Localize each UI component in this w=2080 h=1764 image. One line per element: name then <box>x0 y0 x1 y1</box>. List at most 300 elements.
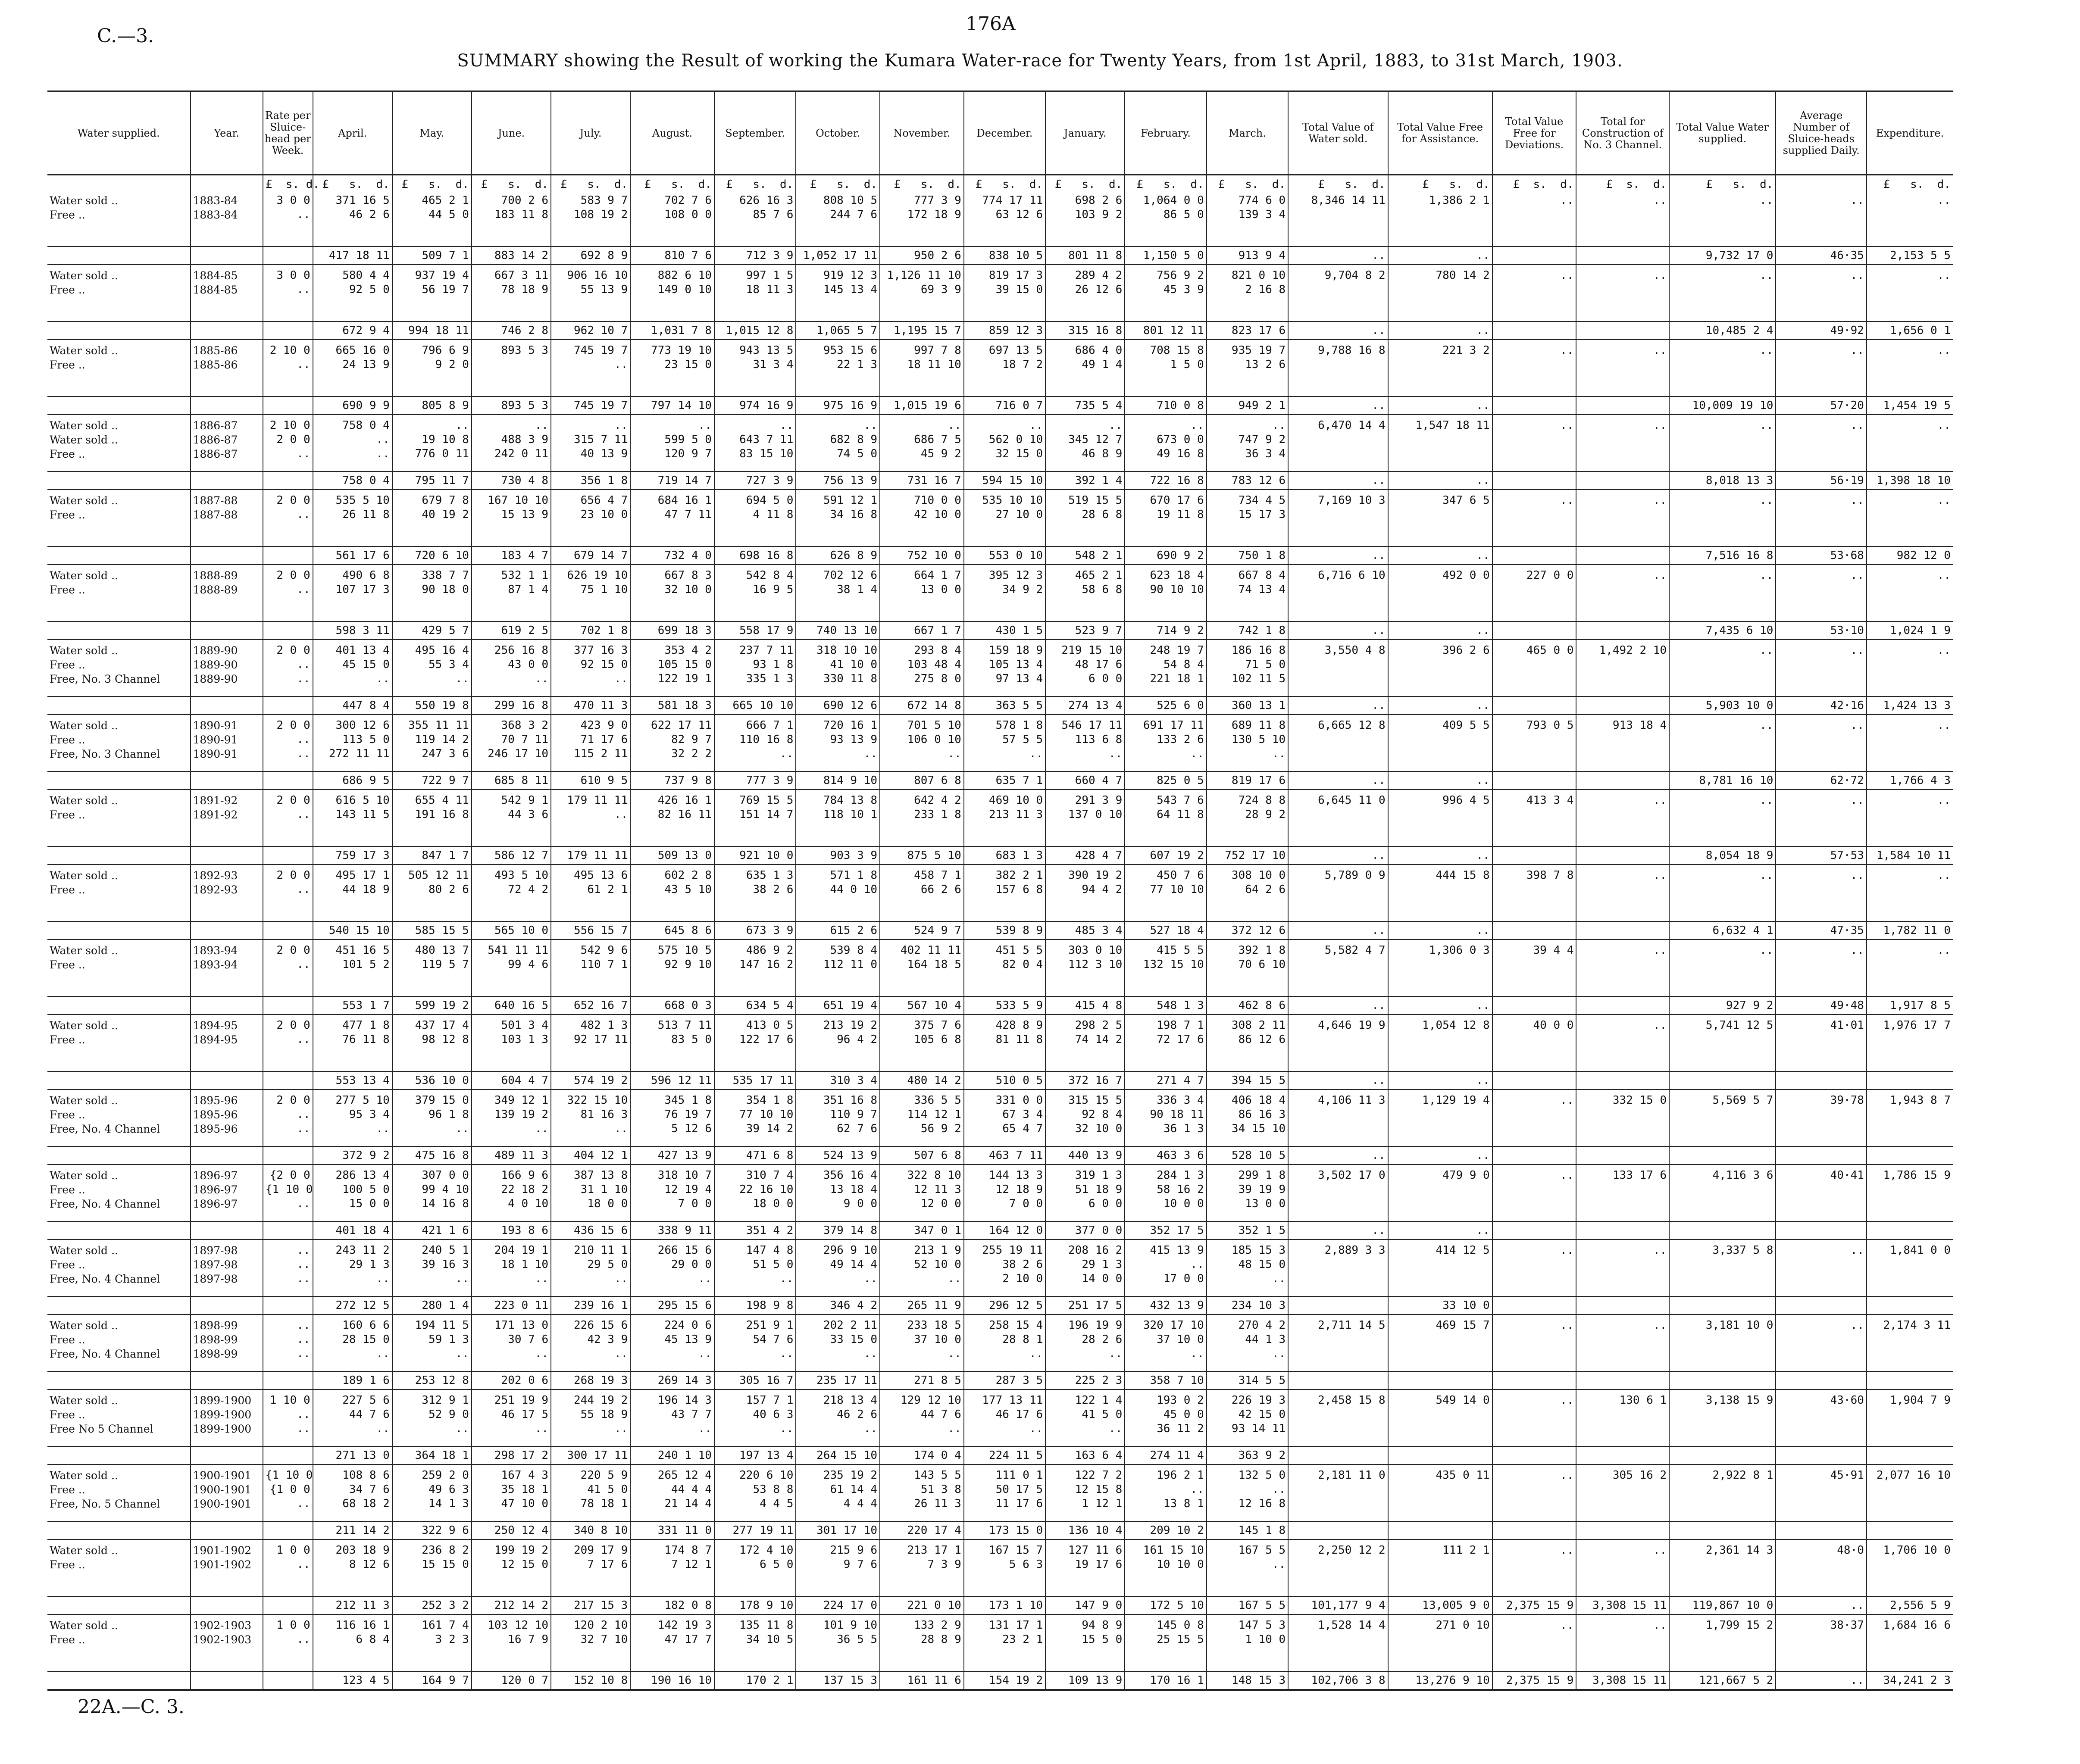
summary-total-cell <box>1492 546 1576 565</box>
unit-cell: £ s. d. <box>1207 175 1288 190</box>
unit-cell: £ s. d. <box>1388 175 1492 190</box>
month-value-cell: 213 17 1 7 3 9 <box>880 1539 964 1596</box>
month-value-cell: 580 4 4 92 5 0 <box>313 265 392 322</box>
total-value-cell: 996 4 5 <box>1388 790 1492 846</box>
month-total-cell: 913 9 4 <box>1207 247 1288 265</box>
month-value-cell: 196 19 9 28 2 6 .. <box>1045 1314 1125 1371</box>
total-value-cell: .. <box>1867 565 1953 621</box>
column-header: Rate per Sluice-head per Week. <box>263 91 313 175</box>
summary-total-cell <box>1576 546 1669 565</box>
month-value-cell: 147 5 3 1 10 0 <box>1207 1614 1288 1671</box>
month-value-cell: 122 1 4 41 5 0 .. <box>1045 1389 1125 1446</box>
total-value-cell: 133 17 6 <box>1576 1165 1669 1221</box>
unit-cell: £ s. d. <box>1125 175 1206 190</box>
month-total-cell: 167 5 5 <box>1207 1596 1288 1614</box>
rate-cell: 2 0 0 .. <box>263 790 313 846</box>
month-total-cell: 268 19 3 <box>551 1371 630 1389</box>
monthly-total-row <box>47 696 1953 715</box>
month-total-cell: 136 10 4 <box>1045 1521 1125 1539</box>
month-total-cell: 310 3 4 <box>796 1071 880 1090</box>
total-value-cell: .. <box>1776 1239 1866 1296</box>
month-total-cell: 265 11 9 <box>880 1296 964 1314</box>
blank-cell <box>263 1596 313 1614</box>
summary-total-cell: 13,005 9 0 <box>1388 1596 1492 1614</box>
monthly-total-row <box>47 247 1953 265</box>
water-supplied-cell: Water sold .. Free .. Free, No. 4 Channel <box>50 1244 160 1285</box>
month-value-cell: 199 19 2 12 15 0 <box>472 1539 551 1596</box>
year-cell: 1892-93 1892-93 <box>191 865 263 921</box>
month-value-cell: 210 11 1 29 5 0 .. <box>551 1239 630 1296</box>
month-value-cell: 532 1 1 87 1 4 <box>472 565 551 621</box>
water-supplied-cell: Water sold .. Free .. Free, No. 4 Channel <box>50 1094 160 1135</box>
total-value-cell: 3,181 10 0 <box>1669 1314 1776 1371</box>
month-value-cell: 495 16 4 55 3 4 .. <box>392 640 472 696</box>
month-value-cell: 413 0 5 122 17 6 <box>714 1015 796 1071</box>
month-value-cell: 237 7 11 93 1 8 335 1 3 <box>714 640 796 696</box>
month-value-cell: 700 2 6 183 11 8 <box>472 190 551 247</box>
month-value-cell: .. 686 7 5 45 9 2 <box>880 415 964 471</box>
blank-cell <box>47 1371 191 1389</box>
total-value-cell: .. <box>1776 865 1866 921</box>
summary-total-cell <box>1576 397 1669 415</box>
summary-total-cell <box>1492 1221 1576 1239</box>
total-value-cell: 5,741 12 5 <box>1669 1015 1776 1071</box>
total-value-cell: 1,386 2 1 <box>1388 190 1492 247</box>
month-value-cell: 734 4 5 15 17 3 <box>1207 490 1288 546</box>
month-total-cell: 535 17 11 <box>714 1071 796 1090</box>
month-total-cell: 352 17 5 <box>1125 1221 1206 1239</box>
summary-total-cell: 8,018 13 3 <box>1669 471 1776 490</box>
month-value-cell: 882 6 10 149 0 10 <box>630 265 714 322</box>
summary-total-cell: 34,241 2 3 <box>1867 1671 1953 1690</box>
month-value-cell: 535 10 10 27 10 0 <box>964 490 1045 546</box>
blank-cell <box>263 546 313 565</box>
month-total-cell: 777 3 9 <box>714 771 796 790</box>
month-value-cell: 375 7 6 105 6 8 <box>880 1015 964 1071</box>
month-value-cell: 256 16 8 43 0 0 .. <box>472 640 551 696</box>
year-block-row <box>47 1389 1953 1446</box>
month-total-cell: 727 3 9 <box>714 471 796 490</box>
month-value-cell: 495 13 6 61 2 1 <box>551 865 630 921</box>
year-cell: 1884-85 1884-85 <box>191 265 263 322</box>
total-value-cell: 3,502 17 0 <box>1288 1165 1388 1221</box>
total-value-cell: .. <box>1867 715 1953 771</box>
total-value-cell: .. <box>1867 490 1953 546</box>
month-total-cell: 271 8 5 <box>880 1371 964 1389</box>
blank-cell <box>191 621 263 640</box>
summary-total-cell: .. <box>1388 322 1492 340</box>
month-total-cell: 145 1 8 <box>1207 1521 1288 1539</box>
month-total-cell: 392 1 4 <box>1045 471 1125 490</box>
column-header: February. <box>1125 91 1206 175</box>
month-total-cell: 172 5 10 <box>1125 1596 1206 1614</box>
month-value-cell: 519 15 5 28 6 8 <box>1045 490 1125 546</box>
month-total-cell: 883 14 2 <box>472 247 551 265</box>
month-total-cell: 300 17 11 <box>551 1446 630 1464</box>
blank-cell <box>47 621 191 640</box>
month-total-cell: 672 9 4 <box>313 322 392 340</box>
month-value-cell: 541 11 11 99 4 6 <box>472 940 551 996</box>
month-total-cell: 198 9 8 <box>714 1296 796 1314</box>
year-block-row <box>47 265 1953 322</box>
total-value-cell: 1,841 0 0 <box>1867 1239 1953 1296</box>
month-total-cell: 652 16 7 <box>551 996 630 1015</box>
month-value-cell: 701 5 10 106 0 10 .. <box>880 715 964 771</box>
month-total-cell: 251 17 5 <box>1045 1296 1125 1314</box>
month-total-cell: 615 2 6 <box>796 921 880 940</box>
month-value-cell: 437 17 4 98 12 8 <box>392 1015 472 1071</box>
summary-total-cell: 3,308 15 11 <box>1576 1596 1669 1614</box>
column-header: September. <box>714 91 796 175</box>
column-header: August. <box>630 91 714 175</box>
summary-total-cell: 1,656 0 1 <box>1867 322 1953 340</box>
summary-total-cell <box>1776 1296 1866 1314</box>
month-total-cell: 565 10 0 <box>472 921 551 940</box>
summary-total-cell <box>1776 1146 1866 1165</box>
summary-total-cell: .. <box>1388 696 1492 715</box>
monthly-total-row <box>47 471 1953 490</box>
summary-total-cell: .. <box>1388 771 1492 790</box>
total-value-cell: 4,106 11 3 <box>1288 1090 1388 1146</box>
total-value-cell: 1,306 0 3 <box>1388 940 1492 996</box>
month-total-cell: 859 12 3 <box>964 322 1045 340</box>
month-total-cell: 507 6 8 <box>880 1146 964 1165</box>
month-value-cell: 143 5 5 51 3 8 26 11 3 <box>880 1464 964 1521</box>
month-total-cell: 152 10 8 <box>551 1671 630 1690</box>
blank-cell <box>263 771 313 790</box>
unit-cell <box>191 175 263 190</box>
month-total-cell: 651 19 4 <box>796 996 880 1015</box>
total-value-cell: .. <box>1669 790 1776 846</box>
month-value-cell: 194 11 5 59 1 3 .. <box>392 1314 472 1371</box>
month-value-cell: 236 8 2 15 15 0 <box>392 1539 472 1596</box>
month-value-cell: 819 17 3 39 15 0 <box>964 265 1045 322</box>
total-value-cell: 6,716 6 10 <box>1288 565 1388 621</box>
summary-total-cell: .. <box>1388 846 1492 865</box>
page-number: 176A <box>966 13 1016 35</box>
month-value-cell: 353 4 2 105 15 0 122 19 1 <box>630 640 714 696</box>
month-total-cell: 272 12 5 <box>313 1296 392 1314</box>
month-total-cell: 164 12 0 <box>964 1221 1045 1239</box>
total-value-cell: 2,174 3 11 <box>1867 1314 1953 1371</box>
month-total-cell: 221 0 10 <box>880 1596 964 1614</box>
summary-total-cell: .. <box>1388 921 1492 940</box>
month-value-cell: 322 15 10 81 16 3 .. <box>551 1090 630 1146</box>
summary-total-cell <box>1576 1446 1669 1464</box>
blank-cell <box>47 247 191 265</box>
month-total-cell: 225 2 3 <box>1045 1371 1125 1389</box>
month-value-cell: 666 7 1 110 16 8 .. <box>714 715 796 771</box>
month-total-cell: 148 15 3 <box>1207 1671 1288 1690</box>
month-value-cell: .. 562 0 10 32 15 0 <box>964 415 1045 471</box>
summary-total-cell: 6,632 4 1 <box>1669 921 1776 940</box>
month-total-cell: 154 19 2 <box>964 1671 1045 1690</box>
summary-total-cell <box>1867 1521 1953 1539</box>
month-total-cell: 702 1 8 <box>551 621 630 640</box>
month-total-cell: 805 8 9 <box>392 397 472 415</box>
month-total-cell: 183 4 7 <box>472 546 551 565</box>
month-total-cell: 838 10 5 <box>964 247 1045 265</box>
summary-total-cell <box>1576 771 1669 790</box>
month-value-cell: 299 1 8 39 19 9 13 0 0 <box>1207 1165 1288 1221</box>
summary-total-cell: 8,781 16 10 <box>1669 771 1776 790</box>
water-supplied-cell: Water sold .. Free .. <box>50 1019 118 1046</box>
blank-cell <box>191 1521 263 1539</box>
month-total-cell: 331 11 0 <box>630 1521 714 1539</box>
blank-cell <box>191 322 263 340</box>
summary-total-cell <box>1576 846 1669 865</box>
total-value-cell: .. <box>1492 1539 1576 1596</box>
summary-total-cell <box>1492 1071 1576 1090</box>
month-total-cell: 421 1 6 <box>392 1221 472 1239</box>
month-value-cell: 116 16 1 6 8 4 <box>313 1614 392 1671</box>
column-header: May. <box>392 91 472 175</box>
month-value-cell: 535 5 10 26 11 8 <box>313 490 392 546</box>
month-value-cell: 622 17 11 82 9 7 32 2 2 <box>630 715 714 771</box>
summary-total-cell: .. <box>1288 397 1388 415</box>
month-total-cell: 234 10 3 <box>1207 1296 1288 1314</box>
total-value-cell: 39 4 4 <box>1492 940 1576 996</box>
summary-total-cell <box>1669 1446 1776 1464</box>
year-cell: 1888-89 1888-89 <box>191 565 263 621</box>
summary-total-cell: 7,435 6 10 <box>1669 621 1776 640</box>
month-value-cell: 167 10 10 15 13 9 <box>472 490 551 546</box>
month-total-cell: 485 3 4 <box>1045 921 1125 940</box>
month-total-cell: 626 8 9 <box>796 546 880 565</box>
month-value-cell: 893 5 3 <box>472 340 551 397</box>
total-value-cell: 3,138 15 9 <box>1669 1389 1776 1446</box>
year-block-row <box>47 790 1953 846</box>
water-supplied-cell: Water sold .. Free .. <box>50 1544 118 1571</box>
month-value-cell: 490 6 8 107 17 3 <box>313 565 392 621</box>
blank-cell <box>47 471 191 490</box>
month-value-cell: 623 18 4 90 10 10 <box>1125 565 1206 621</box>
month-total-cell: 322 9 6 <box>392 1521 472 1539</box>
month-value-cell: 626 19 10 75 1 10 <box>551 565 630 621</box>
month-total-cell: 351 4 2 <box>714 1221 796 1239</box>
month-value-cell: 451 16 5 101 5 2 <box>313 940 392 996</box>
monthly-total-row <box>47 846 1953 865</box>
month-value-cell: 204 19 1 18 1 10 .. <box>472 1239 551 1296</box>
summary-total-cell <box>1576 1521 1669 1539</box>
month-value-cell: 196 14 3 43 7 7 .. <box>630 1389 714 1446</box>
total-value-cell: 111 2 1 <box>1388 1539 1492 1596</box>
year-cell: 1901-1902 1901-1902 <box>191 1539 263 1596</box>
month-total-cell: 489 11 3 <box>472 1146 551 1165</box>
month-total-cell: 712 3 9 <box>714 247 796 265</box>
month-total-cell: 536 10 0 <box>392 1071 472 1090</box>
summary-total-cell <box>1492 397 1576 415</box>
month-value-cell: 542 9 1 44 3 6 <box>472 790 551 846</box>
total-value-cell: 9,788 16 8 <box>1288 340 1388 397</box>
monthly-total-row <box>47 1521 1953 1539</box>
total-value-cell: .. <box>1576 265 1669 322</box>
page-footer: 22A.—C. 3. <box>78 1696 185 1718</box>
month-value-cell: 578 1 8 57 5 5 .. <box>964 715 1045 771</box>
column-header: October. <box>796 91 880 175</box>
total-value-cell: 271 0 10 <box>1388 1614 1492 1671</box>
month-total-cell: 1,031 7 8 <box>630 322 714 340</box>
total-value-cell: 2,361 14 3 <box>1669 1539 1776 1596</box>
month-total-cell: 394 15 5 <box>1207 1071 1288 1090</box>
month-total-cell: 921 10 0 <box>714 846 796 865</box>
blank-cell <box>191 1446 263 1464</box>
total-value-cell: .. <box>1867 265 1953 322</box>
month-value-cell: 702 12 6 38 1 4 <box>796 565 880 621</box>
unit-cell: £ s. d. <box>1045 175 1125 190</box>
year-cell: 1890-91 1890-91 1890-91 <box>191 715 263 771</box>
blank-cell <box>191 247 263 265</box>
month-total-cell: 264 15 10 <box>796 1446 880 1464</box>
blank-cell <box>263 846 313 865</box>
month-total-cell: 274 11 4 <box>1125 1446 1206 1464</box>
summary-total-cell: .. <box>1388 621 1492 640</box>
month-value-cell: 642 4 2 233 1 8 <box>880 790 964 846</box>
total-value-cell: .. <box>1776 340 1866 397</box>
rate-cell: 2 0 0 .. <box>263 1015 313 1071</box>
summary-total-cell: .. <box>1288 921 1388 940</box>
year-cell: 1897-98 1897-98 1897-98 <box>191 1239 263 1296</box>
month-total-cell: 731 16 7 <box>880 471 964 490</box>
month-total-cell: 847 1 7 <box>392 846 472 865</box>
summary-total-cell: 5,903 10 0 <box>1669 696 1776 715</box>
year-cell: 1902-1903 1902-1903 <box>191 1614 263 1671</box>
total-value-cell: .. <box>1867 865 1953 921</box>
summary-total-cell: .. <box>1288 621 1388 640</box>
month-total-cell: 301 17 10 <box>796 1521 880 1539</box>
blank-cell <box>47 322 191 340</box>
month-total-cell: 722 16 8 <box>1125 471 1206 490</box>
summary-total-cell: 53·10 <box>1776 621 1866 640</box>
month-total-cell: 819 17 6 <box>1207 771 1288 790</box>
month-total-cell: 417 18 11 <box>313 247 392 265</box>
total-value-cell: 413 3 4 <box>1492 790 1576 846</box>
total-value-cell: .. <box>1776 490 1866 546</box>
month-value-cell: 213 1 9 52 10 0 .. <box>880 1239 964 1296</box>
month-total-cell: 427 13 9 <box>630 1146 714 1165</box>
summary-table <box>47 91 1953 1691</box>
summary-total-cell <box>1388 1446 1492 1464</box>
month-value-cell: 371 16 5 46 2 6 <box>313 190 392 247</box>
month-total-cell: 558 17 9 <box>714 621 796 640</box>
month-value-cell: .. 345 12 7 46 8 9 <box>1045 415 1125 471</box>
month-value-cell: 131 17 1 23 2 1 <box>964 1614 1045 1671</box>
summary-total-cell: .. <box>1388 1146 1492 1165</box>
total-value-cell: 1,528 14 4 <box>1288 1614 1388 1671</box>
month-value-cell: 132 5 0 .. 12 16 8 <box>1207 1464 1288 1521</box>
total-value-cell: .. <box>1669 340 1776 397</box>
total-value-cell: 435 0 11 <box>1388 1464 1492 1521</box>
month-total-cell: 692 8 9 <box>551 247 630 265</box>
total-value-cell: .. <box>1669 265 1776 322</box>
month-value-cell: 689 11 8 130 5 10 .. <box>1207 715 1288 771</box>
month-value-cell: 513 7 11 83 5 0 <box>630 1015 714 1071</box>
unit-cell: £ s. d. <box>1867 175 1953 190</box>
total-value-cell: .. <box>1576 865 1669 921</box>
monthly-total-row <box>47 1146 1953 1165</box>
month-total-cell: 1,052 17 11 <box>796 247 880 265</box>
summary-total-cell <box>1492 921 1576 940</box>
monthly-total-row <box>47 1296 1953 1314</box>
month-value-cell: 167 15 7 5 6 3 <box>964 1539 1045 1596</box>
month-value-cell: 698 2 6 103 9 2 <box>1045 190 1125 247</box>
blank-cell <box>191 397 263 415</box>
rate-cell: .. .. .. <box>263 1314 313 1371</box>
month-value-cell: 382 2 1 157 6 8 <box>964 865 1045 921</box>
year-block-row <box>47 1165 1953 1221</box>
month-total-cell: 594 15 10 <box>964 471 1045 490</box>
total-value-cell: .. <box>1776 715 1866 771</box>
month-total-cell: 372 12 6 <box>1207 921 1288 940</box>
summary-total-cell: 13,276 9 10 <box>1388 1671 1492 1690</box>
month-value-cell: 293 8 4 103 48 4 275 8 0 <box>880 640 964 696</box>
blank-cell <box>47 1446 191 1464</box>
unit-cell: £ s. d. <box>1288 175 1388 190</box>
year-cell: 1896-97 1896-97 1896-97 <box>191 1165 263 1221</box>
year-block-row <box>47 340 1953 397</box>
month-value-cell: 724 8 8 28 9 2 <box>1207 790 1288 846</box>
summary-total-cell <box>1576 621 1669 640</box>
month-total-cell: 436 15 6 <box>551 1221 630 1239</box>
year-block-row <box>47 190 1953 247</box>
blank-cell <box>191 696 263 715</box>
year-cell: 1898-99 1898-99 1898-99 <box>191 1314 263 1371</box>
month-total-cell: 360 13 1 <box>1207 696 1288 715</box>
month-value-cell: 691 17 11 133 2 6 .. <box>1125 715 1206 771</box>
blank-cell <box>263 1446 313 1464</box>
month-total-cell: 685 8 11 <box>472 771 551 790</box>
month-value-cell: 667 3 11 78 18 9 <box>472 265 551 322</box>
summary-total-cell: 62·72 <box>1776 771 1866 790</box>
monthly-total-row <box>47 771 1953 790</box>
month-value-cell: 310 7 4 22 16 10 18 0 0 <box>714 1165 796 1221</box>
summary-total-cell: .. <box>1388 471 1492 490</box>
monthly-total-row <box>47 1671 1953 1690</box>
month-value-cell: 135 11 8 34 10 5 <box>714 1614 796 1671</box>
month-value-cell: 160 6 6 28 15 0 .. <box>313 1314 392 1371</box>
month-total-cell: 690 9 2 <box>1125 546 1206 565</box>
month-value-cell: 655 4 11 191 16 8 <box>392 790 472 846</box>
month-value-cell: 667 8 3 32 10 0 <box>630 565 714 621</box>
year-cell: 1889-90 1889-90 1889-90 <box>191 640 263 696</box>
month-value-cell: 937 19 4 56 19 7 <box>392 265 472 322</box>
month-value-cell: 251 19 9 46 17 5 .. <box>472 1389 551 1446</box>
summary-total-cell: .. <box>1288 546 1388 565</box>
summary-total-cell <box>1669 1071 1776 1090</box>
summary-total-cell: 47·35 <box>1776 921 1866 940</box>
summary-total-cell <box>1288 1296 1388 1314</box>
summary-total-cell <box>1776 1371 1866 1389</box>
summary-total-cell: .. <box>1288 696 1388 715</box>
month-total-cell: 299 16 8 <box>472 696 551 715</box>
month-total-cell: 314 5 5 <box>1207 1371 1288 1389</box>
total-value-cell: .. <box>1576 790 1669 846</box>
month-total-cell: 147 9 0 <box>1045 1596 1125 1614</box>
month-total-cell: 269 14 3 <box>630 1371 714 1389</box>
month-value-cell: 161 7 4 3 2 3 <box>392 1614 472 1671</box>
total-value-cell: 7,169 10 3 <box>1288 490 1388 546</box>
month-value-cell: 303 0 10 112 3 10 <box>1045 940 1125 996</box>
table-body <box>47 175 1953 1690</box>
month-total-cell: 599 19 2 <box>392 996 472 1015</box>
monthly-total-row <box>47 546 1953 565</box>
year-block-row <box>47 1015 1953 1071</box>
month-value-cell: 758 0 4 .. .. <box>313 415 392 471</box>
year-block-row <box>47 565 1953 621</box>
month-total-cell: 174 0 4 <box>880 1446 964 1464</box>
month-total-cell: 581 18 3 <box>630 696 714 715</box>
month-value-cell: 401 13 4 45 15 0 .. <box>313 640 392 696</box>
